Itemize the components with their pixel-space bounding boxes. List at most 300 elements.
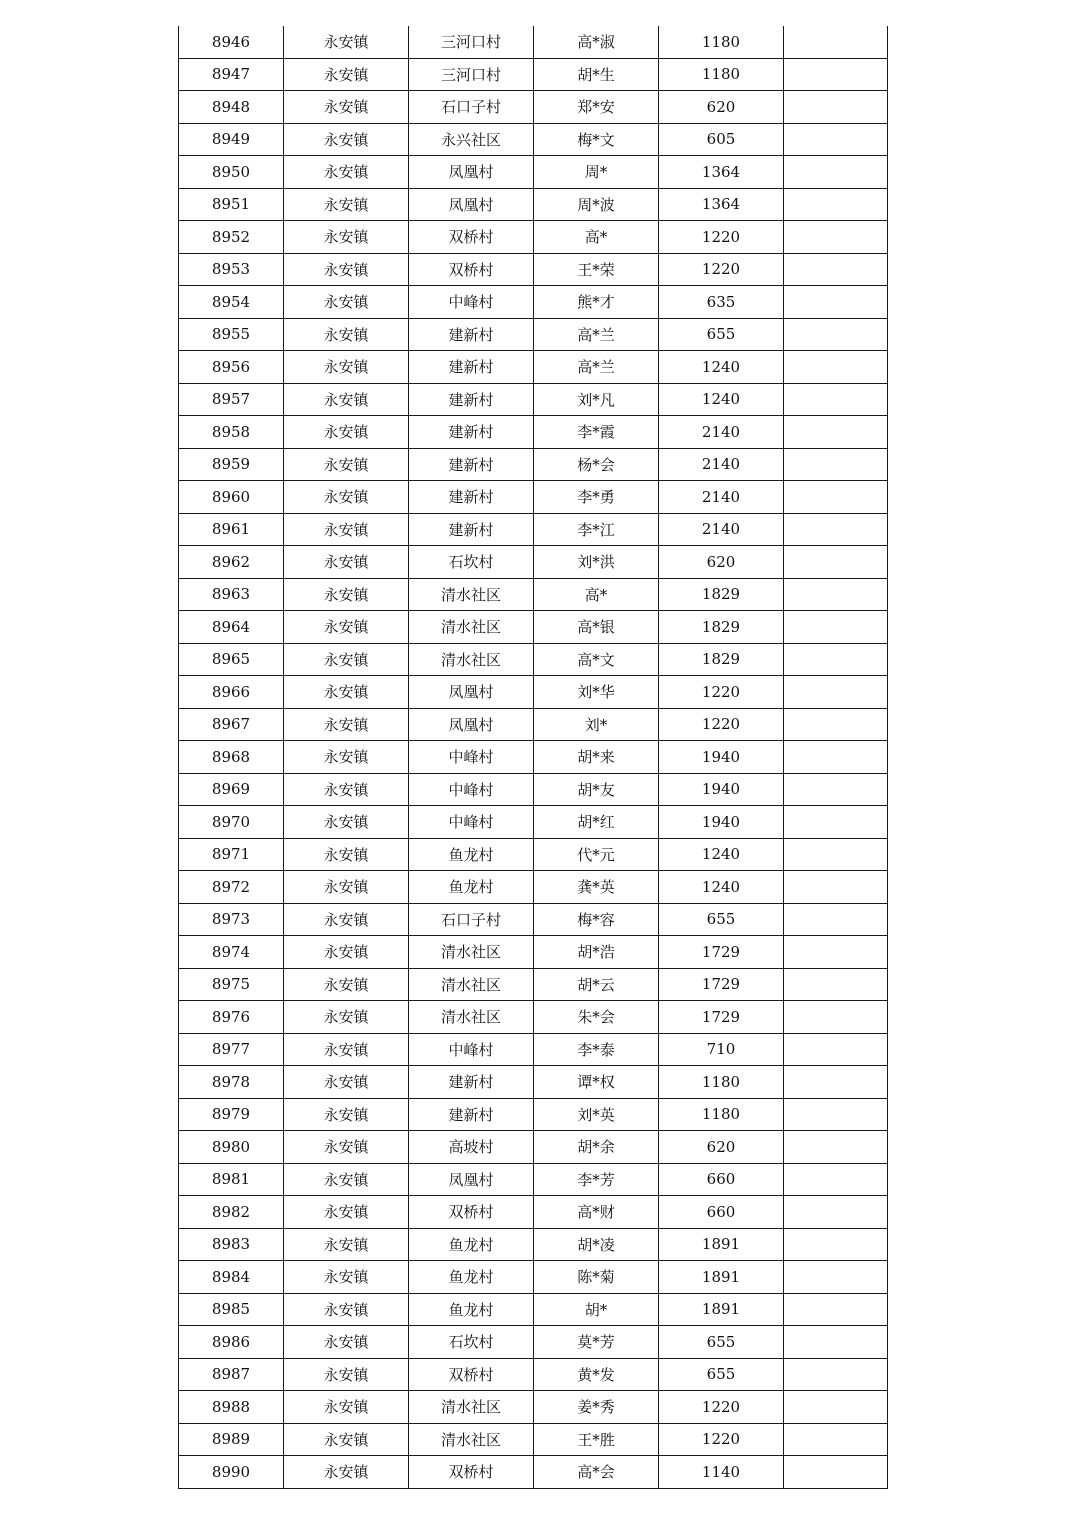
note-cell [784, 1326, 888, 1359]
table-row [179, 1423, 888, 1456]
amount-cell: 1180 [659, 1066, 784, 1099]
note-cell [784, 1066, 888, 1099]
person-name-cell: 高*淑 [534, 26, 659, 58]
row-number-cell: 8955 [179, 318, 284, 351]
village-cell: 永兴社区 [409, 123, 534, 156]
amount-cell: 1891 [659, 1261, 784, 1294]
town-cell: 永安镇 [284, 871, 409, 904]
town-cell: 永安镇 [284, 91, 409, 124]
amount-cell: 1220 [659, 708, 784, 741]
amount-cell: 655 [659, 1358, 784, 1391]
table-row [179, 448, 888, 481]
town-cell: 永安镇 [284, 968, 409, 1001]
table-row [179, 968, 888, 1001]
town-cell: 永安镇 [284, 1456, 409, 1489]
row-number-cell: 8977 [179, 1033, 284, 1066]
table-row [179, 513, 888, 546]
town-cell: 永安镇 [284, 903, 409, 936]
village-cell: 凤凰村 [409, 708, 534, 741]
amount-cell: 655 [659, 1326, 784, 1359]
person-name-cell: 刘*洪 [534, 546, 659, 579]
person-name-cell: 朱*会 [534, 1001, 659, 1034]
village-cell: 清水社区 [409, 611, 534, 644]
village-cell: 双桥村 [409, 1456, 534, 1489]
note-cell [784, 383, 888, 416]
note-cell [784, 1033, 888, 1066]
note-cell [784, 708, 888, 741]
amount-cell: 1180 [659, 26, 784, 58]
table-row [179, 416, 888, 449]
amount-cell: 1180 [659, 1098, 784, 1131]
person-name-cell: 姜*秀 [534, 1391, 659, 1424]
row-number-cell: 8954 [179, 286, 284, 319]
person-name-cell: 胡*红 [534, 806, 659, 839]
person-name-cell: 高*兰 [534, 318, 659, 351]
village-cell: 清水社区 [409, 1391, 534, 1424]
village-cell: 鱼龙村 [409, 1261, 534, 1294]
note-cell [784, 1391, 888, 1424]
person-name-cell: 杨*会 [534, 448, 659, 481]
amount-cell: 1829 [659, 578, 784, 611]
amount-cell: 2140 [659, 513, 784, 546]
table-row [179, 871, 888, 904]
note-cell [784, 838, 888, 871]
note-cell [784, 481, 888, 514]
town-cell: 永安镇 [284, 26, 409, 58]
table-row [179, 1196, 888, 1229]
row-number-cell: 8979 [179, 1098, 284, 1131]
table-row [179, 1163, 888, 1196]
town-cell: 永安镇 [284, 286, 409, 319]
amount-cell: 1240 [659, 383, 784, 416]
person-name-cell: 陈*菊 [534, 1261, 659, 1294]
amount-cell: 2140 [659, 448, 784, 481]
note-cell [784, 1001, 888, 1034]
table-body [179, 26, 888, 1488]
row-number-cell: 8970 [179, 806, 284, 839]
amount-cell: 1240 [659, 838, 784, 871]
amount-cell: 1180 [659, 58, 784, 91]
amount-cell: 620 [659, 546, 784, 579]
note-cell [784, 741, 888, 774]
table-row [179, 1228, 888, 1261]
person-name-cell: 高*兰 [534, 351, 659, 384]
note-cell [784, 1131, 888, 1164]
row-number-cell: 8961 [179, 513, 284, 546]
note-cell [784, 1228, 888, 1261]
town-cell: 永安镇 [284, 676, 409, 709]
row-number-cell: 8982 [179, 1196, 284, 1229]
table-row [179, 1456, 888, 1489]
note-cell [784, 806, 888, 839]
town-cell: 永安镇 [284, 188, 409, 221]
note-cell [784, 448, 888, 481]
amount-cell: 1364 [659, 156, 784, 189]
town-cell: 永安镇 [284, 1196, 409, 1229]
town-cell: 永安镇 [284, 773, 409, 806]
row-number-cell: 8978 [179, 1066, 284, 1099]
table-row [179, 26, 888, 58]
town-cell: 永安镇 [284, 351, 409, 384]
note-cell [784, 221, 888, 254]
person-name-cell: 莫*芳 [534, 1326, 659, 1359]
person-name-cell: 周*波 [534, 188, 659, 221]
row-number-cell: 8972 [179, 871, 284, 904]
row-number-cell: 8949 [179, 123, 284, 156]
village-cell: 清水社区 [409, 643, 534, 676]
row-number-cell: 8974 [179, 936, 284, 969]
person-name-cell: 高*财 [534, 1196, 659, 1229]
row-number-cell: 8957 [179, 383, 284, 416]
person-name-cell: 王*荣 [534, 253, 659, 286]
note-cell [784, 416, 888, 449]
table-row [179, 318, 888, 351]
note-cell [784, 1293, 888, 1326]
row-number-cell: 8985 [179, 1293, 284, 1326]
town-cell: 永安镇 [284, 318, 409, 351]
town-cell: 永安镇 [284, 123, 409, 156]
person-name-cell: 刘*凡 [534, 383, 659, 416]
town-cell: 永安镇 [284, 58, 409, 91]
table-row [179, 286, 888, 319]
row-number-cell: 8968 [179, 741, 284, 774]
note-cell [784, 253, 888, 286]
amount-cell: 620 [659, 91, 784, 124]
town-cell: 永安镇 [284, 1391, 409, 1424]
row-number-cell: 8990 [179, 1456, 284, 1489]
town-cell: 永安镇 [284, 383, 409, 416]
town-cell: 永安镇 [284, 1098, 409, 1131]
person-name-cell: 熊*才 [534, 286, 659, 319]
town-cell: 永安镇 [284, 1066, 409, 1099]
amount-cell: 1891 [659, 1293, 784, 1326]
note-cell [784, 1423, 888, 1456]
village-cell: 建新村 [409, 448, 534, 481]
note-cell [784, 611, 888, 644]
row-number-cell: 8959 [179, 448, 284, 481]
row-number-cell: 8969 [179, 773, 284, 806]
amount-cell: 1240 [659, 871, 784, 904]
village-cell: 三河口村 [409, 58, 534, 91]
village-cell: 双桥村 [409, 221, 534, 254]
table-row [179, 611, 888, 644]
row-number-cell: 8986 [179, 1326, 284, 1359]
table-row [179, 1001, 888, 1034]
row-number-cell: 8983 [179, 1228, 284, 1261]
note-cell [784, 936, 888, 969]
table-row [179, 351, 888, 384]
table-row [179, 91, 888, 124]
row-number-cell: 8967 [179, 708, 284, 741]
village-cell: 凤凰村 [409, 676, 534, 709]
person-name-cell: 周* [534, 156, 659, 189]
table-row [179, 643, 888, 676]
person-name-cell: 龚*英 [534, 871, 659, 904]
amount-cell: 655 [659, 903, 784, 936]
town-cell: 永安镇 [284, 611, 409, 644]
row-number-cell: 8953 [179, 253, 284, 286]
amount-cell: 605 [659, 123, 784, 156]
table-row [179, 676, 888, 709]
village-cell: 石坎村 [409, 546, 534, 579]
amount-cell: 635 [659, 286, 784, 319]
village-cell: 双桥村 [409, 1358, 534, 1391]
village-cell: 建新村 [409, 481, 534, 514]
village-cell: 建新村 [409, 383, 534, 416]
amount-cell: 710 [659, 1033, 784, 1066]
row-number-cell: 8965 [179, 643, 284, 676]
amount-cell: 1140 [659, 1456, 784, 1489]
person-name-cell: 胡*友 [534, 773, 659, 806]
person-name-cell: 胡*来 [534, 741, 659, 774]
village-cell: 建新村 [409, 513, 534, 546]
person-name-cell: 胡*凌 [534, 1228, 659, 1261]
village-cell: 高坡村 [409, 1131, 534, 1164]
village-cell: 清水社区 [409, 578, 534, 611]
note-cell [784, 968, 888, 1001]
note-cell [784, 1456, 888, 1489]
note-cell [784, 513, 888, 546]
note-cell [784, 578, 888, 611]
village-cell: 三河口村 [409, 26, 534, 58]
note-cell [784, 156, 888, 189]
person-name-cell: 刘*华 [534, 676, 659, 709]
amount-cell: 1729 [659, 968, 784, 1001]
row-number-cell: 8981 [179, 1163, 284, 1196]
amount-cell: 1940 [659, 741, 784, 774]
table-row [179, 1326, 888, 1359]
person-name-cell: 李*泰 [534, 1033, 659, 1066]
person-name-cell: 高* [534, 578, 659, 611]
town-cell: 永安镇 [284, 1293, 409, 1326]
amount-cell: 655 [659, 318, 784, 351]
row-number-cell: 8956 [179, 351, 284, 384]
amount-cell: 1220 [659, 676, 784, 709]
row-number-cell: 8946 [179, 26, 284, 58]
table-row [179, 58, 888, 91]
person-name-cell: 王*胜 [534, 1423, 659, 1456]
town-cell: 永安镇 [284, 1261, 409, 1294]
table-row [179, 1261, 888, 1294]
village-cell: 石口子村 [409, 903, 534, 936]
town-cell: 永安镇 [284, 448, 409, 481]
person-name-cell: 高*文 [534, 643, 659, 676]
row-number-cell: 8966 [179, 676, 284, 709]
amount-cell: 660 [659, 1196, 784, 1229]
table-row [179, 1033, 888, 1066]
table-row [179, 578, 888, 611]
town-cell: 永安镇 [284, 578, 409, 611]
village-cell: 鱼龙村 [409, 838, 534, 871]
amount-cell: 1220 [659, 221, 784, 254]
village-cell: 中峰村 [409, 806, 534, 839]
town-cell: 永安镇 [284, 546, 409, 579]
amount-cell: 1240 [659, 351, 784, 384]
table-row [179, 903, 888, 936]
table-row [179, 1358, 888, 1391]
village-cell: 中峰村 [409, 741, 534, 774]
village-cell: 中峰村 [409, 773, 534, 806]
amount-cell: 1829 [659, 611, 784, 644]
row-number-cell: 8964 [179, 611, 284, 644]
village-cell: 凤凰村 [409, 188, 534, 221]
town-cell: 永安镇 [284, 1163, 409, 1196]
amount-cell: 1829 [659, 643, 784, 676]
village-cell: 石坎村 [409, 1326, 534, 1359]
town-cell: 永安镇 [284, 253, 409, 286]
town-cell: 永安镇 [284, 1131, 409, 1164]
town-cell: 永安镇 [284, 481, 409, 514]
table-row [179, 481, 888, 514]
note-cell [784, 643, 888, 676]
town-cell: 永安镇 [284, 838, 409, 871]
person-name-cell: 李*芳 [534, 1163, 659, 1196]
village-cell: 鱼龙村 [409, 871, 534, 904]
village-cell: 清水社区 [409, 936, 534, 969]
table-row [179, 806, 888, 839]
table-row [179, 221, 888, 254]
village-cell: 建新村 [409, 318, 534, 351]
table-row [179, 1098, 888, 1131]
person-name-cell: 黄*发 [534, 1358, 659, 1391]
table-row [179, 1391, 888, 1424]
row-number-cell: 8980 [179, 1131, 284, 1164]
row-number-cell: 8988 [179, 1391, 284, 1424]
amount-cell: 1729 [659, 1001, 784, 1034]
town-cell: 永安镇 [284, 513, 409, 546]
village-cell: 清水社区 [409, 1423, 534, 1456]
person-name-cell: 刘* [534, 708, 659, 741]
note-cell [784, 1261, 888, 1294]
village-cell: 双桥村 [409, 253, 534, 286]
table-row [179, 1066, 888, 1099]
person-name-cell: 李*勇 [534, 481, 659, 514]
town-cell: 永安镇 [284, 1423, 409, 1456]
amount-cell: 1891 [659, 1228, 784, 1261]
village-cell: 石口子村 [409, 91, 534, 124]
row-number-cell: 8958 [179, 416, 284, 449]
row-number-cell: 8963 [179, 578, 284, 611]
amount-cell: 2140 [659, 416, 784, 449]
amount-cell: 1220 [659, 253, 784, 286]
person-name-cell: 高* [534, 221, 659, 254]
person-name-cell: 谭*权 [534, 1066, 659, 1099]
row-number-cell: 8975 [179, 968, 284, 1001]
row-number-cell: 8950 [179, 156, 284, 189]
note-cell [784, 58, 888, 91]
person-name-cell: 李*江 [534, 513, 659, 546]
note-cell [784, 123, 888, 156]
amount-cell: 1220 [659, 1423, 784, 1456]
person-name-cell: 代*元 [534, 838, 659, 871]
town-cell: 永安镇 [284, 643, 409, 676]
town-cell: 永安镇 [284, 936, 409, 969]
row-number-cell: 8960 [179, 481, 284, 514]
row-number-cell: 8984 [179, 1261, 284, 1294]
village-cell: 建新村 [409, 416, 534, 449]
person-name-cell: 郑*安 [534, 91, 659, 124]
note-cell [784, 1098, 888, 1131]
note-cell [784, 773, 888, 806]
note-cell [784, 1163, 888, 1196]
table-row [179, 708, 888, 741]
table-row [179, 773, 888, 806]
town-cell: 永安镇 [284, 1358, 409, 1391]
note-cell [784, 351, 888, 384]
village-cell: 中峰村 [409, 1033, 534, 1066]
table-row [179, 936, 888, 969]
data-table [178, 26, 888, 1489]
row-number-cell: 8947 [179, 58, 284, 91]
town-cell: 永安镇 [284, 1033, 409, 1066]
row-number-cell: 8952 [179, 221, 284, 254]
town-cell: 永安镇 [284, 741, 409, 774]
table-row [179, 123, 888, 156]
village-cell: 清水社区 [409, 968, 534, 1001]
amount-cell: 1220 [659, 1391, 784, 1424]
table-row [179, 1293, 888, 1326]
town-cell: 永安镇 [284, 1326, 409, 1359]
row-number-cell: 8987 [179, 1358, 284, 1391]
table-row [179, 741, 888, 774]
table-row [179, 1131, 888, 1164]
town-cell: 永安镇 [284, 1001, 409, 1034]
person-name-cell: 刘*英 [534, 1098, 659, 1131]
village-cell: 凤凰村 [409, 156, 534, 189]
note-cell [784, 1196, 888, 1229]
village-cell: 鱼龙村 [409, 1228, 534, 1261]
table-row [179, 383, 888, 416]
row-number-cell: 8971 [179, 838, 284, 871]
village-cell: 建新村 [409, 351, 534, 384]
person-name-cell: 高*银 [534, 611, 659, 644]
village-cell: 鱼龙村 [409, 1293, 534, 1326]
person-name-cell: 胡*浩 [534, 936, 659, 969]
person-name-cell: 梅*容 [534, 903, 659, 936]
amount-cell: 1940 [659, 773, 784, 806]
village-cell: 双桥村 [409, 1196, 534, 1229]
amount-cell: 2140 [659, 481, 784, 514]
note-cell [784, 318, 888, 351]
row-number-cell: 8989 [179, 1423, 284, 1456]
town-cell: 永安镇 [284, 1228, 409, 1261]
village-cell: 清水社区 [409, 1001, 534, 1034]
row-number-cell: 8973 [179, 903, 284, 936]
table-row [179, 253, 888, 286]
person-name-cell: 胡*余 [534, 1131, 659, 1164]
person-name-cell: 梅*文 [534, 123, 659, 156]
note-cell [784, 676, 888, 709]
table-row [179, 156, 888, 189]
row-number-cell: 8976 [179, 1001, 284, 1034]
note-cell [784, 903, 888, 936]
amount-cell: 1940 [659, 806, 784, 839]
person-name-cell: 胡*云 [534, 968, 659, 1001]
row-number-cell: 8948 [179, 91, 284, 124]
person-name-cell: 胡*生 [534, 58, 659, 91]
person-name-cell: 李*霞 [534, 416, 659, 449]
note-cell [784, 91, 888, 124]
town-cell: 永安镇 [284, 806, 409, 839]
note-cell [784, 546, 888, 579]
note-cell [784, 871, 888, 904]
note-cell [784, 188, 888, 221]
town-cell: 永安镇 [284, 416, 409, 449]
village-cell: 建新村 [409, 1066, 534, 1099]
amount-cell: 620 [659, 1131, 784, 1164]
table-row [179, 838, 888, 871]
note-cell [784, 26, 888, 58]
